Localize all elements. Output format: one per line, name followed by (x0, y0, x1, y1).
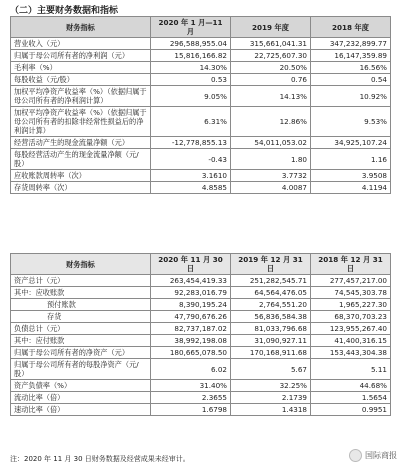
header-2019-12-31: 2019 年 12 月 31 日 (231, 254, 311, 275)
cell-value: 44.68% (311, 380, 391, 392)
header-2020-11-30: 2020 年 11 月 30 日 (151, 254, 231, 275)
table-row (11, 86, 391, 107)
watermark (349, 449, 397, 462)
cell-value: 12.86% (231, 107, 311, 137)
cell-value: 0.54 (311, 74, 391, 86)
cell-value: -0.43 (151, 149, 231, 170)
table-row (11, 62, 391, 74)
financial-indicators-table-period (10, 16, 391, 194)
section-heading: （二）主要财务数据和指标 (10, 6, 119, 16)
table-row (11, 287, 391, 299)
cell-value: 14.30% (151, 62, 231, 74)
cell-value: 8,390,195.24 (151, 299, 231, 311)
table-row (11, 170, 391, 182)
row-label: 归属于母公司所有者的净利润（元） (11, 50, 151, 62)
cell-value: 3.1610 (151, 170, 231, 182)
row-label: 负债总计（元） (11, 323, 151, 335)
cell-value: 1.16 (311, 149, 391, 170)
cell-value: 38,992,198.08 (151, 335, 231, 347)
table-row (11, 392, 391, 404)
cell-value: 82,737,187.02 (151, 323, 231, 335)
cell-value: 1.5654 (311, 392, 391, 404)
table-row (11, 323, 391, 335)
row-label: 其中：应付账款 (11, 335, 151, 347)
cell-value: 170,168,911.68 (231, 347, 311, 359)
cell-value: 56,836,584.38 (231, 311, 311, 323)
header-2018: 2018 年度 (311, 17, 391, 38)
cell-value: 3.9508 (311, 170, 391, 182)
row-label: 其中：应收账款 (11, 287, 151, 299)
row-label: 每股收益（元/股） (11, 74, 151, 86)
header-2020: 2020 年 1 月—11 月 (151, 17, 231, 38)
table-row (11, 404, 391, 416)
cell-value: 6.31% (151, 107, 231, 137)
header-2019: 2019 年度 (231, 17, 311, 38)
table-row (11, 107, 391, 137)
cell-value: 347,232,899.77 (311, 38, 391, 50)
cell-value: 0.9951 (311, 404, 391, 416)
cell-value: 41,400,316.15 (311, 335, 391, 347)
table-row (11, 347, 391, 359)
table-row (11, 137, 391, 149)
cell-value: 10.92% (311, 86, 391, 107)
cell-value: 2.1739 (231, 392, 311, 404)
cell-value: 64,564,476.05 (231, 287, 311, 299)
financial-indicators-table-balance (10, 253, 391, 416)
table-row (11, 149, 391, 170)
cell-value: 14.13% (231, 86, 311, 107)
cell-value: 6.02 (151, 359, 231, 380)
row-label: 流动比率（倍） (11, 392, 151, 404)
table-row (11, 182, 391, 194)
cell-value: 296,588,955.04 (151, 38, 231, 50)
table-row (11, 299, 391, 311)
cell-value: 5.67 (231, 359, 311, 380)
footnote: 注：2020 年 11 月 30 日财务数据及经营成果未经审计。 (10, 455, 190, 463)
cell-value: 263,454,419.33 (151, 275, 231, 287)
row-label: 营业收入（元） (11, 38, 151, 50)
cell-value: 251,282,545.71 (231, 275, 311, 287)
row-label: 应收账款周转率（次） (11, 170, 151, 182)
table-row (11, 38, 391, 50)
cell-value: 68,370,703.23 (311, 311, 391, 323)
cell-value: 1.6798 (151, 404, 231, 416)
row-label: 速动比率（倍） (11, 404, 151, 416)
watermark-text: 国际商报 (365, 451, 397, 460)
row-label: 资产总计（元） (11, 275, 151, 287)
row-label: 加权平均净资产收益率（%）（依据归属于母公司所有者的扣除非经常性损益后的净利润计算） (11, 107, 151, 137)
row-label: 加权平均净资产收益率（%）（依据归属于母公司所有者的净利润计算） (11, 86, 151, 107)
cell-value: 54,011,053.02 (231, 137, 311, 149)
cell-value: 31,090,927.11 (231, 335, 311, 347)
row-label: 归属于母公司所有者的每股净资产（元/股） (11, 359, 151, 380)
cell-value: 16,147,359.89 (311, 50, 391, 62)
cell-value: 81,033,796.68 (231, 323, 311, 335)
cell-value: 0.76 (231, 74, 311, 86)
cell-value: 34,925,107.24 (311, 137, 391, 149)
cell-value: 9.05% (151, 86, 231, 107)
cell-value: 4.0087 (231, 182, 311, 194)
cell-value: 16.56% (311, 62, 391, 74)
cell-value: 74,545,303.78 (311, 287, 391, 299)
row-label: 毛利率（%） (11, 62, 151, 74)
cell-value: 1.4318 (231, 404, 311, 416)
table-row (11, 311, 391, 323)
cell-value: 32.25% (231, 380, 311, 392)
header-indicator: 财务指标 (11, 254, 151, 275)
row-label: 存货 (11, 311, 151, 323)
cell-value: 1,965,227.30 (311, 299, 391, 311)
cell-value: 4.8585 (151, 182, 231, 194)
cell-value: 123,955,267.40 (311, 323, 391, 335)
cell-value: 3.7732 (231, 170, 311, 182)
table-row (11, 50, 391, 62)
cell-value: 0.53 (151, 74, 231, 86)
cell-value: 153,443,304.38 (311, 347, 391, 359)
cell-value: 180,665,078.50 (151, 347, 231, 359)
cell-value: 1.80 (231, 149, 311, 170)
cell-value: 20.50% (231, 62, 311, 74)
header-2018-12-31: 2018 年 12 月 31 日 (311, 254, 391, 275)
cell-value: 315,661,041.31 (231, 38, 311, 50)
cell-value: 31.40% (151, 380, 231, 392)
cell-value: 2,764,551.20 (231, 299, 311, 311)
row-label: 每股经营活动产生的现金流量净额（元/股） (11, 149, 151, 170)
row-label: 经营活动产生的现金流量净额（元） (11, 137, 151, 149)
cell-value: 47,790,676.26 (151, 311, 231, 323)
cell-value: 9.53% (311, 107, 391, 137)
table-row (11, 275, 391, 287)
row-label: 归属于母公司所有者的净资产（元） (11, 347, 151, 359)
cell-value: 4.1194 (311, 182, 391, 194)
row-label: 资产负债率（%） (11, 380, 151, 392)
cell-value: -12,778,855.13 (151, 137, 231, 149)
table-row (11, 74, 391, 86)
table-row (11, 359, 391, 380)
table-row (11, 380, 391, 392)
cell-value: 15,816,166.82 (151, 50, 231, 62)
header-indicator: 财务指标 (11, 17, 151, 38)
cell-value: 277,457,217.00 (311, 275, 391, 287)
cell-value: 22,725,607.30 (231, 50, 311, 62)
table-row (11, 335, 391, 347)
cell-value: 5.11 (311, 359, 391, 380)
cell-value: 2.3655 (151, 392, 231, 404)
wechat-logo-icon (349, 449, 362, 462)
row-label: 预付账款 (11, 299, 151, 311)
row-label: 存货周转率（次） (11, 182, 151, 194)
cell-value: 92,283,016.79 (151, 287, 231, 299)
